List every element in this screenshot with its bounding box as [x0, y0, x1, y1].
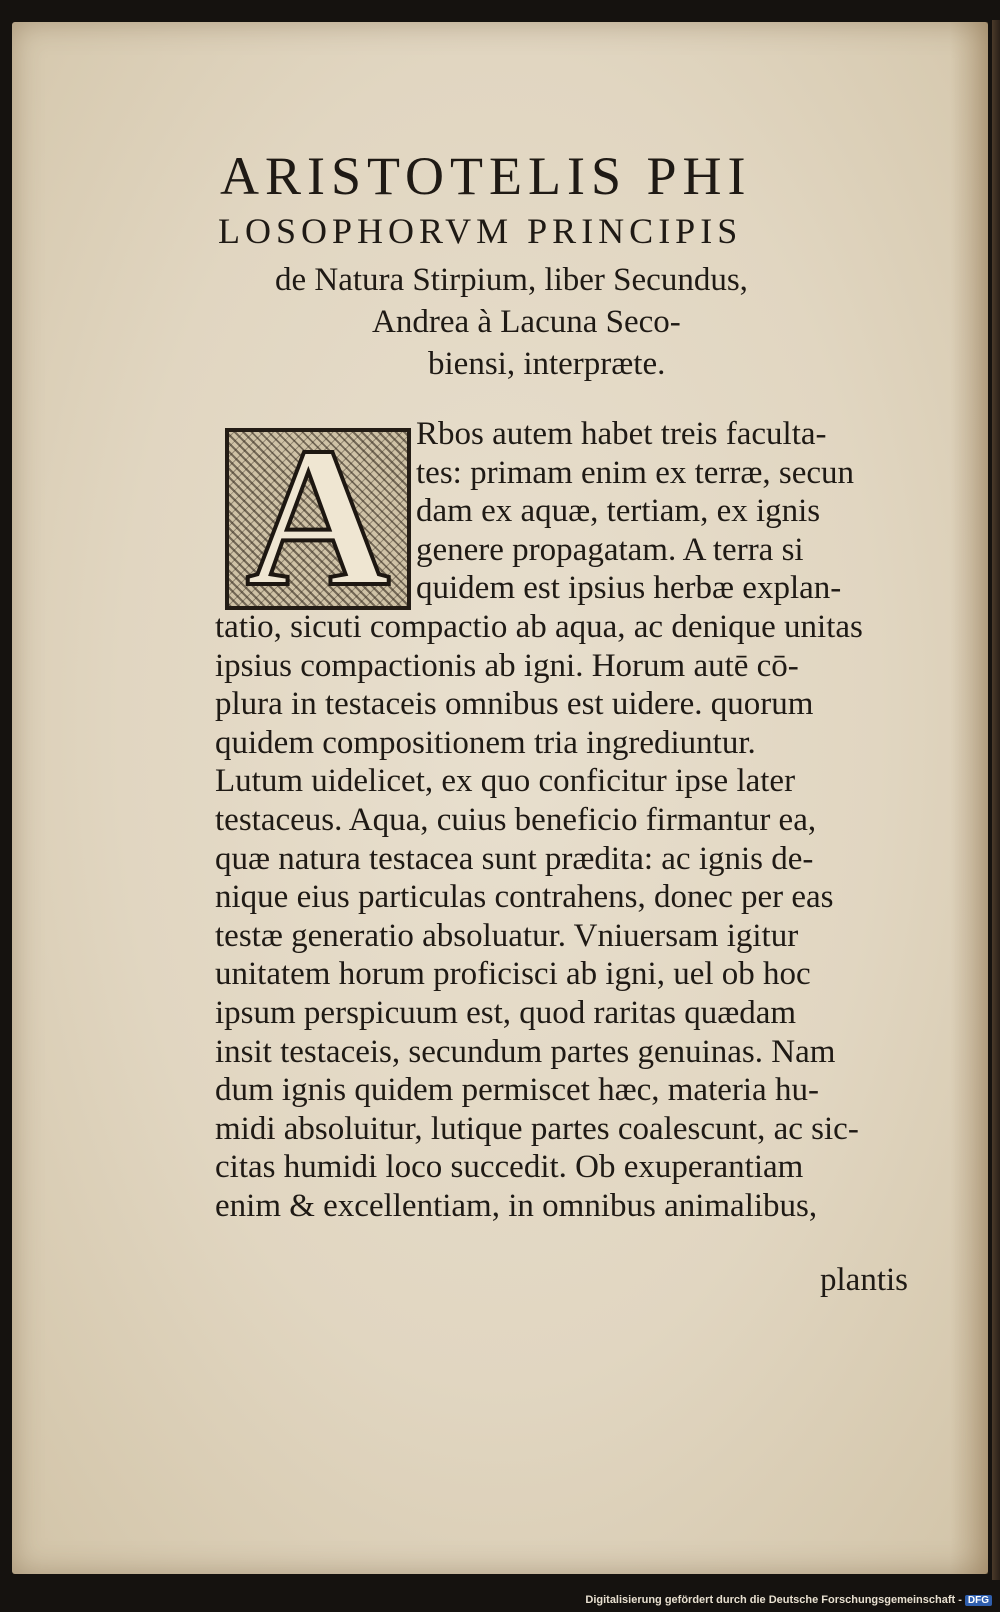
body-line: Lutum uidelicet, ex quo conficitur ipse later	[215, 763, 796, 800]
footer-text: Digitalisierung gefördert durch die Deutsche Forschungsgemeinschaft -	[585, 1594, 962, 1606]
book-edge	[992, 20, 1000, 1580]
title-line-1: ARISTOTELIS PHI	[220, 146, 752, 206]
body-line: nique eius particulas contrahens, donec per eas	[215, 879, 834, 916]
body-line: midi absoluitur, lutique partes coalescunt, ac sic-	[215, 1110, 859, 1147]
body-line: citas humidi loco succedit. Ob exuperantiam	[215, 1149, 804, 1186]
decorated-initial	[225, 428, 411, 610]
body-line: quidem est ipsius herbæ explan-	[416, 570, 842, 607]
body-line: Rbos autem habet treis faculta-	[416, 416, 827, 452]
subtitle-line-1: de Natura Stirpium, liber Secundus,	[275, 262, 748, 298]
title-line-2: LOSOPHORVM PRINCIPIS	[218, 211, 743, 251]
body-line: testaceus. Aqua, cuius beneficio firmantur ea,	[215, 802, 817, 838]
body-line: unitatem horum proficisci ab igni, uel ob hoc	[215, 956, 811, 993]
body-line: ipsius compactionis ab igni. Horum autē cō-	[215, 647, 799, 684]
dfg-logo: DFG	[965, 1595, 992, 1606]
body-line: enim & excellentiam, in omnibus animalibus,	[215, 1188, 818, 1224]
body-line: testæ generatio absoluatur. Vniuersam igitur	[215, 917, 799, 954]
catchword: plantis	[820, 1262, 908, 1298]
body-line: insit testaceis, secundum partes genuinas. Nam	[215, 1033, 836, 1070]
body-line: genere propagatam. A terra si	[416, 531, 804, 568]
subtitle-line-2: Andrea à Lacuna Seco-	[372, 304, 681, 340]
body-line: quidem compositionem tria ingrediuntur.	[215, 724, 756, 761]
body-line: dum ignis quidem permiscet hæc, materia hu-	[215, 1072, 819, 1109]
footer-credit	[585, 1594, 992, 1606]
body-line: quæ natura testacea sunt prædita: ac ignis de-	[215, 840, 814, 877]
initial-letter: A	[245, 428, 391, 610]
page-edge-shadow	[950, 22, 988, 1574]
body-line: plura in testaceis omnibus est uidere. quorum	[215, 686, 814, 723]
body-line: dam ex aquæ, tertiam, ex ignis	[416, 493, 821, 530]
body-line: ipsum perspicuum est, quod raritas quædam	[215, 995, 797, 1031]
subtitle-line-3: biensi, interpræte.	[428, 346, 666, 382]
body-line: tatio, sicuti compactio ab aqua, ac denique unitas	[215, 609, 863, 645]
body-line: tes: primam enim ex terræ, secun	[416, 454, 855, 491]
